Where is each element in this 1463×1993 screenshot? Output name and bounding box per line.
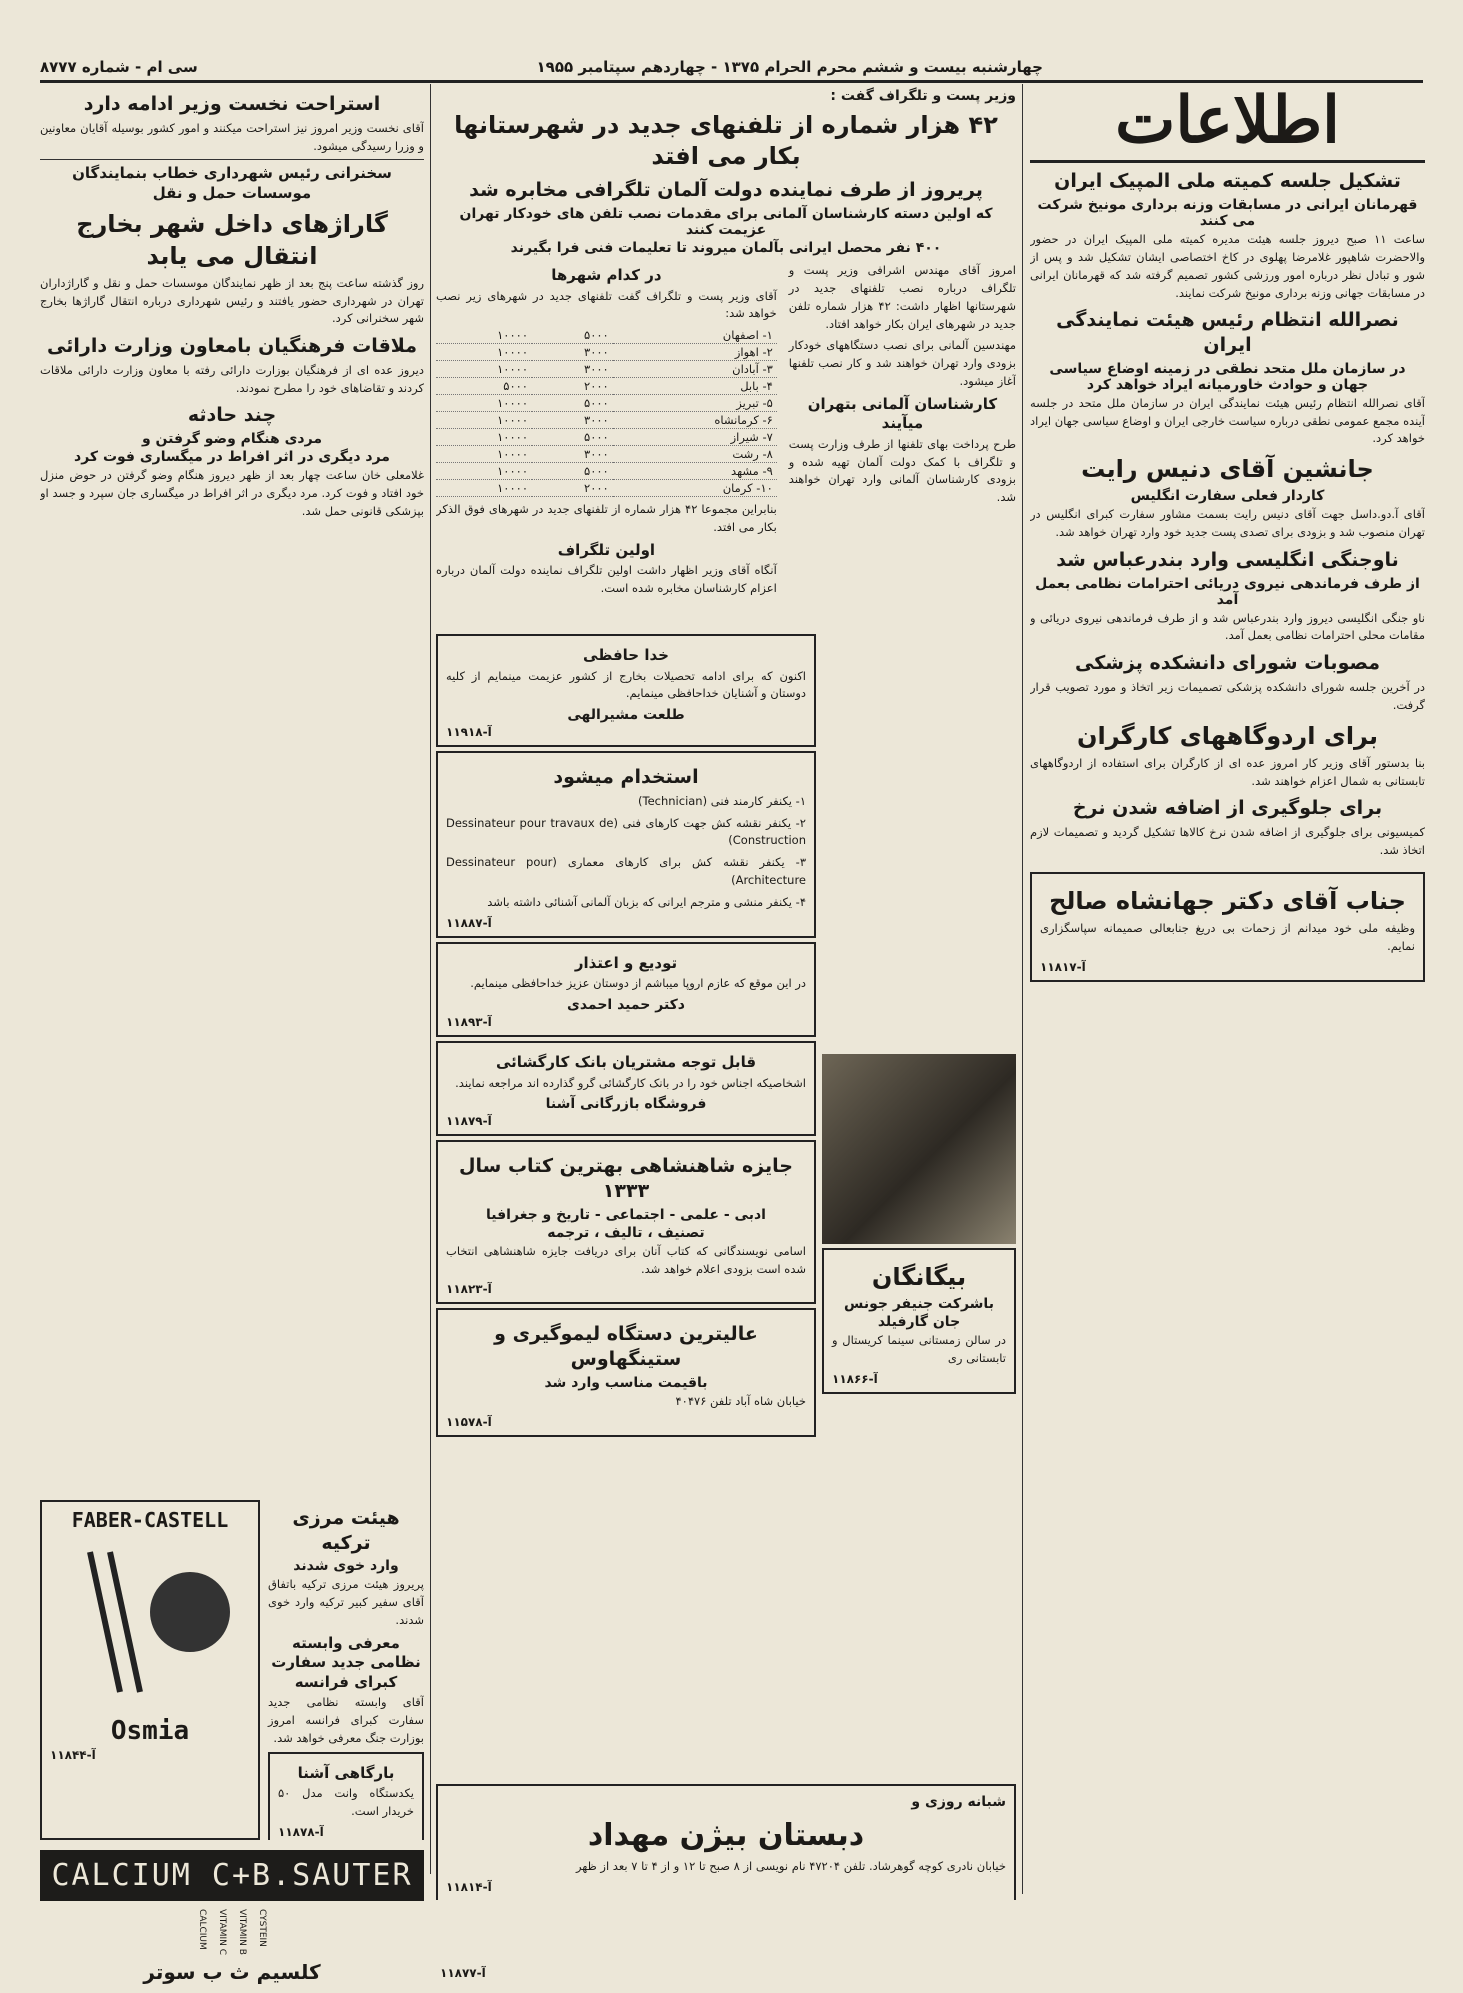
- incident-body: غلامعلی خان ساعت چهار بعد از ظهر دیروز هنگام وضو گرفتن در حوض منزل خود افتاد و فوت کرد. مرد دیگری در اثر افراط در میگساری جان سپرد و جسد او بپزشکی قانونی حمل شد.: [40, 468, 424, 518]
- salih-ad: [1030, 872, 1425, 982]
- cities-total: بنابراین مجموعا ۴۲ هزار شماره از تلفنهای جدید در شهرهای فوق الذکر بکار می افتد.: [436, 502, 777, 534]
- hire-item-4: ۴- یکنفر منشی و مترجم ایرانی که بزبان آلمانی آشنائی داشته باشد: [487, 894, 806, 909]
- prize-subhead-2: تصنیف ، تالیف ، ترجمه: [547, 1224, 705, 1241]
- film-title: بیگانگان: [871, 1263, 967, 1291]
- entezam-body: آقای نصرالله انتظام رئیس هیئت نمایندگی ایران در سازمان ملل متحد در جلسه آینده مجمع عمومی نطقی درباره سیاست خارجی ایران و اوضاع سیاسی جهان ایراد خواهد کرد.: [1030, 395, 1425, 446]
- asia-body: یکدستگاه وانت مدل ۵۰ خریدار است.: [278, 1786, 414, 1819]
- rait-subhead: کاردار فعلی سفارت انگلیس: [1130, 488, 1325, 505]
- city-capacity: ۱۰۰۰۰: [436, 480, 532, 497]
- prize-ref: آ-۱۱۸۲۳: [446, 1282, 492, 1297]
- price-body: کمیسیونی برای جلوگیری از اضافه شدن نرخ کالاها تشکیل گردید و تصمیمات لازم اتخاذ شد.: [1030, 825, 1425, 857]
- medical-headline: مصوبات شورای دانشکده پزشکی: [1075, 652, 1380, 675]
- film-photo: [822, 1054, 1016, 1244]
- hire-item-1: ۱- یکنفر کارمند فنی (Technician): [638, 793, 806, 808]
- city-numbers: ۵۰۰۰: [532, 395, 613, 412]
- pm-headline: استراحت نخست وزیر ادامه دارد: [83, 93, 381, 115]
- city-numbers: ۲۰۰۰: [532, 378, 613, 395]
- phone-columns: [436, 262, 1016, 602]
- first-telegraph-headline: اولین تلگراف: [557, 540, 656, 559]
- ampoule-label-2: VITAMIN C: [217, 1909, 227, 1956]
- ampoule-label-4: CYSTEIN: [257, 1909, 267, 1947]
- city-row: [436, 361, 777, 378]
- machines-ad: [436, 1308, 816, 1436]
- middle-ads-column: [436, 630, 816, 1780]
- left-divider-1: [40, 159, 424, 160]
- city-capacity: ۱۰۰۰۰: [436, 429, 532, 446]
- rait-headline: جانشین آقای دنیس رایت: [1081, 455, 1374, 484]
- city-city: ۱۰- کرمان: [613, 480, 777, 497]
- phone-body-2: مهندسین آلمانی برای نصب دستگاههای خودکار بزودی وارد تهران خواهند شد و کار نصب تلفنها آغاز میشود.: [788, 338, 1016, 388]
- entezam-headline: نصرالله انتظام رئیس هیئت نمایندگی ایران: [1056, 309, 1399, 357]
- prize-body: اسامی نویسندگانی که کتاب آنان برای دریافت جایزه شاهنشاهی انتخاب شده است بزودی اعلام خواهد شد.: [446, 1243, 806, 1276]
- salih-body: وظیفه ملی خود میدانم از زحمات بی دریغ جنابعالی صمیمانه سپاسگزاری نمایم.: [1040, 920, 1415, 953]
- turkey-subhead: وارد خوی شدند: [293, 1558, 399, 1575]
- hafezi-headline: خدا حافظی: [583, 646, 669, 664]
- olympic-headline: تشکیل جلسه کمیته ملی المپیک ایران: [1054, 170, 1401, 193]
- salih-headline: جناب آقای دکتر جهانشاه صالح: [1049, 886, 1406, 915]
- garage-body: روز گذشته ساعت پنج بعد از ظهر نمایندگان موسسات حمل و نقل و گاراژداران تهران در شهرداری حضور یافتند و رئیس شهرداری درباره انتقال گاراژها بخارج شهر سخنرانی کرد.: [40, 275, 424, 326]
- medical-body: در آخرین جلسه شورای دانشکده پزشکی تصمیمات زیر اتخاذ و مورد تصویب قرار گرفت.: [1030, 679, 1425, 712]
- phone-subhead-2: که اولین دسته کارشناسان آلمانی برای مقدمات نصب تلفن های خودکار تهران عزیمت کنند: [459, 206, 993, 239]
- city-numbers: ۵۰۰۰: [532, 327, 613, 344]
- asia-headline: بارگاهی آشنا: [297, 1763, 395, 1782]
- city-city: ۱- اصفهان: [613, 327, 777, 344]
- city-row: [436, 412, 777, 429]
- hire-item-2: ۲- یکنفر نقشه کش جهت کارهای فنی (Dessinateur pour travaux de Construction): [446, 815, 806, 848]
- hafezi-ref: آ-۱۱۹۱۸: [446, 725, 492, 740]
- city-row: [436, 395, 777, 412]
- hafezi-body: اکنون که برای ادامه تحصیلات بخارج از کشور عزیمت مینمایم از کلیه دوستان و آشنایان خداحافظی مینمایم.: [446, 668, 806, 701]
- france-body: آقای وابسته نظامی جدید سفارت کبرای فرانسه امروز بوزارت جنگ معرفی خواهد شد.: [268, 1695, 424, 1745]
- left-column: [40, 86, 424, 1506]
- turkey-headline: هیئت مرزی ترکیه: [292, 1507, 400, 1554]
- city-capacity: ۱۰۰۰۰: [436, 463, 532, 480]
- city-city: ۹- مشهد: [613, 463, 777, 480]
- city-city: ۶- کرمانشاه: [613, 412, 777, 429]
- phone-headline: ۴۲ هزار شماره از تلفنهای جدید در شهرستانها بکار می افتد: [454, 111, 998, 171]
- calcium-title: CALCIUM C+B.SAUTER: [40, 1850, 424, 1901]
- film-ref: آ-۱۱۸۶۶: [832, 1371, 878, 1386]
- city-row: [436, 446, 777, 463]
- olympic-subhead: قهرمانان ایرانی در مسابقات وزنه برداری مونیخ شرکت می کنند: [1037, 197, 1418, 230]
- city-city: ۳- آبادان: [613, 361, 777, 378]
- city-numbers: ۳۰۰۰: [532, 446, 613, 463]
- film-cinemas: در سالن زمستانی سینما کریستال و تابستانی ری: [832, 1333, 1006, 1365]
- city-capacity: ۱۰۰۰۰: [436, 361, 532, 378]
- bank-ref: آ-۱۱۸۷۹: [446, 1114, 492, 1129]
- phone-subhead: پریروز از طرف نماینده دولت آلمان تلگرافی مخابره شد: [469, 179, 983, 202]
- garage-headline: گاراژهای داخل شهر بخارج انتقال می یابد: [76, 210, 388, 270]
- entezam-subhead: در سازمان ملل متحد نطقی در زمینه اوضاع سیاسی جهان و حوادث خاورمیانه ایراد خواهد کرد: [1049, 360, 1406, 393]
- workers-headline: برای اردوگاههای کارگران: [1077, 721, 1378, 750]
- osmia-logo: Osmia: [110, 1716, 190, 1746]
- city-capacity: ۱۰۰۰۰: [436, 395, 532, 412]
- city-capacity: ۱۰۰۰۰: [436, 327, 532, 344]
- city-city: ۸- رشت: [613, 446, 777, 463]
- city-row: [436, 463, 777, 480]
- city-capacity: ۱۰۰۰۰: [436, 344, 532, 361]
- film-ad: [822, 1248, 1016, 1394]
- rait-body: آقای آ.دو.داسل جهت آقای دنیس رایت بسمت مشاور سفارت کبرای انگلیس در تهران منصوب شد و بزودی برای تصدی پست جدید خود وارد تهران خواهد شد.: [1030, 507, 1425, 540]
- machines-ref: آ-۱۱۵۷۸: [446, 1414, 492, 1429]
- cities-intro: آقای وزیر پست و تلگراف گفت تلفنهای جدید در شهرهای زیر نصب خواهد شد:: [436, 288, 777, 321]
- film-cast: باشرکت جنیفر جونس: [844, 1296, 994, 1313]
- phone-subhead-3: ۴۰۰ نفر محصل ایرانی بآلمان میروند تا تعلیمات فنی فرا بگیرند: [510, 240, 942, 257]
- school-ref: آ-۱۱۸۱۴: [446, 1879, 492, 1894]
- faber-logo: FABER-CASTELL: [71, 1508, 229, 1532]
- mayor-headline: سخنرانی رئیس شهرداری خطاب بنمایندگان موسسات حمل و نقل: [72, 164, 392, 202]
- city-city: ۵- تبریز: [613, 395, 777, 412]
- city-capacity: ۱۰۰۰۰: [436, 446, 532, 463]
- calcium-ampoules: [40, 1909, 424, 1955]
- masthead-rule: [1030, 160, 1425, 163]
- incident-subhead: مردی هنگام وضو گرفتن و: [141, 431, 322, 448]
- city-numbers: ۳۰۰۰: [532, 361, 613, 378]
- experts-body: طرح پرداخت بهای تلفنها از طرف وزارت پست و تلگراف با کمک دولت آلمان تهیه شده و بزودی کارشناسان آلمانی وارد تهران خواهند شد.: [788, 436, 1016, 505]
- school-ad: [436, 1780, 1016, 1900]
- turkey-column: [268, 1500, 424, 1840]
- city-row: [436, 378, 777, 395]
- incident-headline: چند حادثه: [187, 404, 277, 427]
- france-headline: معرفی وابسته نظامی جدید سفارت کبرای فرانسه: [271, 1633, 421, 1691]
- bank-ad: [436, 1041, 816, 1136]
- pm-body: آقای نخست وزیر امروز نیز استراحت میکنند و امور کشور بوسیله آقایان معاونین و وزرا رسیدگی میشود.: [40, 120, 424, 153]
- thanks-body: در این موقع که عازم اروپا میباشم از دوستان عزیز خداحافظی مینمایم.: [470, 976, 806, 991]
- salih-ref: آ-۱۱۸۱۷: [1040, 959, 1086, 974]
- city-numbers: ۲۰۰۰: [532, 480, 613, 497]
- film-cast-2: جان گارفیلد: [877, 1314, 961, 1331]
- city-numbers: ۵۰۰۰: [532, 463, 613, 480]
- incident-subhead-2: مرد دیگری در اثر افراط در میگساری فوت کرد: [74, 449, 390, 466]
- phone-story: [436, 86, 1016, 626]
- city-numbers: ۳۰۰۰: [532, 344, 613, 361]
- right-column: [1030, 86, 1425, 1916]
- city-numbers: ۵۰۰۰: [532, 429, 613, 446]
- thanks-ad: [436, 942, 816, 1037]
- city-city: ۲- اهواز: [613, 344, 777, 361]
- city-row: [436, 429, 777, 446]
- city-capacity: ۱۰۰۰۰: [436, 412, 532, 429]
- phone-col-left: [436, 262, 777, 602]
- city-city: ۷- شیراز: [613, 429, 777, 446]
- hafezi-ad: [436, 634, 816, 747]
- culture-headline: ملاقات فرهنگیان بامعاون وزارت دارائی: [47, 335, 417, 358]
- workers-body: بنا بدستور آقای وزیر کار امروز عده ای از کارگران برای استفاده از اردوگاههای تابستانی به شمال اعزام خواهند شد.: [1030, 755, 1425, 788]
- prize-subhead: ادبی - علمی - اجتماعی - تاریخ و جغرافیا: [486, 1206, 766, 1223]
- city-numbers: ۳۰۰۰: [532, 412, 613, 429]
- masthead: اطلاعات: [1115, 86, 1340, 158]
- asia-ref: آ-۱۱۸۷۸: [278, 1824, 324, 1839]
- machines-body: خیابان شاه آباد تلفن ۴۰۴۷۶: [675, 1393, 806, 1408]
- culture-body: دیروز عده ای از فرهنگیان بوزارت دارائی رفته با معاون وزارت دارائی ملاقات کردند و تقاضاهای خود را مطرح نمودند.: [40, 362, 424, 395]
- left-lower: [40, 1500, 424, 1840]
- turkey-body: پریروز هیئت مرزی ترکیه باتفاق آقای سفیر کبیر ترکیه وارد خوی شدند.: [268, 1577, 424, 1627]
- calcium-persian: کلسیم ث ب سوتر: [143, 1960, 321, 1984]
- navy-body: ناو جنگی انگلیسی دیروز وارد بندرعباس شد و از طرف فرماندهی نیروی دریائی و مقامات محلی احترامات نظامی بعمل آمد.: [1030, 610, 1425, 643]
- city-city: ۴- بابل: [613, 378, 777, 395]
- city-row: [436, 480, 777, 497]
- pen-ref: آ-۱۱۸۴۴: [50, 1748, 96, 1762]
- school-box: [436, 1784, 1016, 1900]
- city-capacity: ۵۰۰۰: [436, 378, 532, 395]
- hafezi-sign: طلعت مشیرالهی: [567, 707, 685, 724]
- prize-headline: جایزه شاهنشاهی بهترین کتاب سال ۱۳۳۳: [459, 1155, 793, 1202]
- calcium-ref: آ-۱۱۸۷۷: [440, 1966, 486, 1980]
- hire-headline: استخدام میشود: [553, 766, 699, 789]
- machines-subhead: باقیمت مناسب وارد شد: [544, 1374, 708, 1391]
- city-row: [436, 327, 777, 344]
- thanks-headline: تودیع و اعتذار: [574, 953, 678, 972]
- olympic-body: ساعت ۱۱ صبح دیروز جلسه هیئت مدیره کمیته ملی المپیک ایران در حضور والاحضرت شاهپور غلامرضا پهلوی در کاخ اختصاصی ایشان تشکیل شد و پس از شور و تبادل نظر درباره امور ورزشی کشور تصمیم گرفته شد که قهرمانان ایرانی در مسابقات جهانی وزنه برداری مونیخ شرکت نمایند.: [1030, 232, 1425, 300]
- cities-table: [436, 327, 777, 497]
- bank-headline: قابل توجه مشتریان بانک کارگشائی: [495, 1053, 757, 1071]
- city-row: [436, 344, 777, 361]
- price-headline: برای جلوگیری از اضافه شدن نرخ: [1072, 797, 1383, 820]
- ampoule-label-1: CALCIUM: [197, 1909, 207, 1950]
- left-lower-row: [40, 1500, 424, 1840]
- col-divider-2: [430, 84, 431, 1874]
- cities-headline: در کدام شهرها: [551, 266, 662, 285]
- issue-number: سی ام - شماره ۸۷۷۷: [40, 58, 198, 76]
- pen-ad: [40, 1500, 260, 1840]
- hire-ref: آ-۱۱۸۸۷: [446, 915, 492, 930]
- ampoule-label-3: VITAMIN B: [237, 1909, 247, 1955]
- thanks-ref: آ-۱۱۸۹۳: [446, 1015, 492, 1029]
- phone-col-right: [789, 262, 1016, 602]
- pen-illustration: [50, 1532, 250, 1712]
- phone-body-1: امروز آقای مهندس اشرافی وزیر پست و تلگراف درباره نصب تلفنهای جدید در شهرستانها اظهار داشت: ۴۲ هزار شماره تلفن جدید در شهرهای ایران بکار خواهد افتاد.: [788, 263, 1016, 331]
- first-telegraph-body: آنگاه آقای وزیر اظهار داشت اولین تلگراف نماینده دولت آلمان درباره اعزام کارشناسان مخابره شده است.: [436, 563, 777, 596]
- bank-body: اشخاصیکه اجناس خود را در بانک کارگشائی گرو گذارده اند مراجعه نمایند.: [455, 1075, 806, 1090]
- film-column: [822, 1050, 1016, 1740]
- machines-headline: عالیترین دستگاه لیموگیری و ستینگهاوس: [494, 1323, 758, 1370]
- hire-ad: [436, 751, 816, 938]
- navy-subhead: از طرف فرماندهی نیروی دریائی احترامات نظامی بعمل آمد: [1035, 575, 1420, 608]
- hire-item-3: ۳- یکنفر نقشه کش برای کارهای معماری (Dessinateur pour Architecture): [446, 855, 806, 888]
- asia-ad: [268, 1752, 424, 1840]
- top-rule: [40, 80, 1423, 83]
- bank-shop: فروشگاه بازرگانی آشنا: [545, 1096, 707, 1113]
- navy-headline: ناوجنگی انگلیسی وارد بندرعباس شد: [1056, 548, 1399, 571]
- school-title: دبستان بیژن مهداد: [587, 1818, 865, 1853]
- school-kicker: شبانه روزی و: [911, 1794, 1006, 1810]
- experts-headline: کارشناسان آلمانی بتهران میآیند: [807, 394, 998, 433]
- date-line: چهارشنبه بیست و ششم محرم الحرام ۱۳۷۵ - چهاردهم سپتامبر ۱۹۵۵: [536, 58, 1043, 76]
- phone-kicker: وزیر پست و تلگراف گفت :: [830, 88, 1016, 104]
- col-divider-1: [1022, 84, 1023, 1894]
- school-address: خیابان نادری کوچه گوهرشاد. تلفن ۴۷۲۰۴ نام نویسی از ۸ صبح تا ۱۲ و از ۴ تا ۷ بعد از ظهر: [575, 1859, 1006, 1873]
- thanks-sign: دکتر حمید احمدی: [567, 997, 685, 1013]
- prize-ad: [436, 1140, 816, 1304]
